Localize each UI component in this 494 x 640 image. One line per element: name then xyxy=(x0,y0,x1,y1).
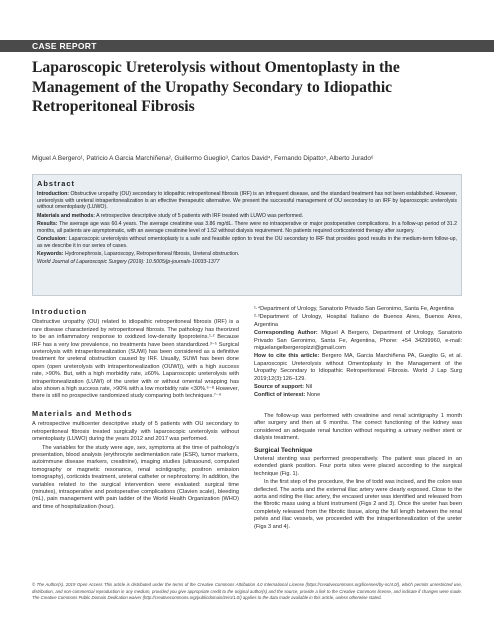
journal-citation: World Journal of Laparoscopic Surgery (2019): 10.5005/jp-journals-10033-1377 xyxy=(37,259,220,266)
introduction-heading: Introduction xyxy=(32,307,88,316)
left-column xyxy=(32,306,239,512)
abstract-introduction-label: Introduction: xyxy=(37,191,69,197)
how-to-cite-label: How to cite this article: xyxy=(254,353,320,360)
abstract-keywords-text: Hydronephrosis, Laparoscopy, Retroperitoneal fibrosis, Ureteral obstruction. xyxy=(64,251,240,257)
conflict-of-interest-label: Conflict of interest: xyxy=(254,392,306,399)
abstract-box xyxy=(32,174,462,296)
affiliation-1: ¹·⁴Department of Urology, Sanatorio Privado San Geronimo, Santa Fe, Argentina xyxy=(254,306,454,312)
abstract-results-label: Results: xyxy=(37,221,58,227)
abstract-introduction xyxy=(37,191,457,211)
section-label: CASE REPORT xyxy=(32,41,97,51)
abstract-methods xyxy=(37,213,457,220)
source-of-support xyxy=(254,384,462,391)
corresponding-author-label: Corresponding Author: xyxy=(254,330,318,337)
conflict-of-interest xyxy=(254,392,462,399)
abstract-results xyxy=(37,221,457,234)
introduction-paragraph: Obstructive uropathy (OU) related to idiopathic retroperitoneal fibrosis (IRF) is a rare disease characterized by retroperitoneal fibrosis. The pathology has theorized to be an inflammatory response to oxidized low-density lipoproteins.¹·² Because IRF has a very low prevalence, no treatments have been standardized.³⁻⁵ Surgical ureterolysis with intraperitonealization (SUWI) has been considered as a definitive treatment for ureteral obstruction caused by IRF. Usually, SUWI has been done open (open ureterolysis with intraperitonealization (OUWI)), with a high success rate, >90%. But, with a high morbidity rate, ≥60%. Laparoscopic ureterolysis with intraperitonealization (LUWI) of the ureter with or without omental wrapping has also shown a high success rate, >90% with a low morbidity rate <30%.⁶⁻⁸ However, there is still no prospective randomized study comparing both techniques.⁷⁻⁹ xyxy=(32,319,239,400)
abstract-conclusion xyxy=(37,236,457,249)
abstract-citation xyxy=(37,259,457,266)
abstract-results-text: The average age was 60.4 years. The average creatinine was 3.86 mg/dL. There were no intraoperative or major postoperative complications. In a follow-up period of 31.2 months, all patients are asymptomatic, with an average creatinine level of 1.52 without dialysis requirement. No patients required corticosteroid therapy after surgery. xyxy=(37,221,457,234)
technique-paragraph-1: Ureteral stenting was performed preoperatively. The patient was placed in an extended giank position. Four ports sites were placed according to the surgical technique (Fig. 1). xyxy=(254,455,462,477)
followup-paragraph: The follow-up was performed with creatinine and renal scintigraphy 1 month after surgery and then at 6 months. The correct functioning of the kidney was considered an adequate renal function without requiring a urinary neither stent or dialysis treatment. xyxy=(254,412,462,442)
abstract-methods-label: Materials and methods: xyxy=(37,212,95,219)
corresponding-author-text: Miguel A Bergero, Department of Urology, Sanatorio Privado San Geronimo, Santa Fe, Argentina, Phone: +54 34299960, e-mail: miguelangelbergeropizzi@gmail.com xyxy=(254,330,462,352)
how-to-cite-text: Bergero MA, Garcia Marchiñena PA, Gueglio G, et al. Laparoscopic Ureterolysis without Omentoplasty in the Management of the Uropathy Secondary to Idiopathic Retroperitoneal Fibrosis. World J Lap Surg 2019;12(3):126–129. xyxy=(254,353,463,382)
abstract-introduction-text: Obstructive uropathy (OU) secondary to idiopathic retroperitoneal fibrosis (IRF) is an infrequent disease, and the standard treatment has not been established. However, ureterolysis with ureteral intraperitonealization is an effective therapeutic alternative. We present the successful management of OU secondary to an IRF by laparoscopic ureterolysis without omentoplasty (LUWO). xyxy=(37,191,457,211)
conflict-of-interest-value: None xyxy=(306,392,321,399)
corresponding-author xyxy=(254,330,462,352)
abstract-heading: Abstract xyxy=(37,179,75,188)
affiliation-2: ²·³Department of Urology, Hospital Italiano de Buenos Aires, Buenos Aires, Argentina xyxy=(254,314,462,328)
license-footer: © The Author(s). 2019 Open Access This article is distributed under the terms of the Creative Commons Attribution 4.0 International License (https://creativecommons.org/licenses/by-nc/4.0/), which permits unrestricted use, distribution, and non-commercial reproduction in any medium, provided you give appropriate credit to the original author(s) and the source, provide a link to the Creative Commons license, and indicate if changes were made. The Creative Commons Public Domain Dedication waiver (http://creativecommons.org/publicdomain/zero/1.0/) applies to the data made available in this article, unless otherwise stated. xyxy=(32,582,462,601)
methods-paragraph-2: The variables for the study were age, sex, symptoms at the time of pathology's presentation, blood analysis (erythrocyte sedimentation rate (ESR), tumor markers, autoimmune disease markers, creatinine), imaging studies (ultrasound, computed tomography or magnetic resonance, renal scintigraphy, positron emission tomography), corticoids treatment, ureteral catheter or nephrostomy. In addition, the variables related to the surgical intervention were evaluated: surgical time (minutes), intraoperative and postoperative complications (Clavien scale), bleeding (mL), pain management with pain ladder of the World Health Organization (WHO) and time of hospitalization (hour). xyxy=(32,444,239,510)
right-column xyxy=(254,306,462,532)
source-of-support-label: Source of support: xyxy=(254,384,305,391)
surgical-technique-heading: Surgical Technique xyxy=(254,446,313,454)
abstract-conclusion-label: Conclusion: xyxy=(37,236,67,242)
article-metadata xyxy=(254,306,462,400)
abstract-keywords-label: Keywords: xyxy=(37,251,64,257)
methods-paragraph-1: A retrospective multicenter descriptive study of 5 patients with OU secondary to retroperitoneal fibrosis treated surgically with laparoscopic ureterolysis without omentoplasty (LUWO) during the years 2012 and 2017 was performed. xyxy=(32,421,239,443)
author-list: Miguel A Bergero¹, Patricio A Garcia Marchiñena², Guillermo Gueglio³, Carlos David⁴, Fernando Dipatto⁵, Alberto Jurado⁶ xyxy=(32,155,374,162)
abstract-keywords xyxy=(37,251,457,258)
technique-paragraph-2: In the first step of the procedure, the line of todd was incised, and the colon was deflected. The aorta and the external iliac artery were clearly exposed. Close to the aorta and riding the iliac artery, the encased ureter was identified and released from the fibrotic mass using a blunt instrument (Figs 2 and 3). Once the ureter has been completely released from the fibrotic tissue, along the full length between the renal pelvis and iliac vessels, we proceeded with the intraperitonealization of the ureter (Figs 3 and 4). xyxy=(254,479,462,530)
case-report-banner xyxy=(0,40,494,52)
abstract-methods-text: A retrospective descriptive study of 5 patients with IRF treated with LUWO was performed. xyxy=(96,212,304,219)
source-of-support-value: Nil xyxy=(305,384,313,391)
how-to-cite xyxy=(254,353,462,383)
article-title: Laparoscopic Ureterolysis without Omentoplasty in the Management of the Uropathy Secondary to Idiopathic Retroperitoneal Fibrosis xyxy=(32,59,400,115)
methods-heading: Materials and Methods xyxy=(32,408,133,418)
abstract-conclusion-text: Laparoscopic ureterolysis without omentoplasty is a safe and feasible option to treat the OU secondary to IRF that provides good results in the medium-term follow-up, as we describe it in our series of cases. xyxy=(37,236,457,249)
